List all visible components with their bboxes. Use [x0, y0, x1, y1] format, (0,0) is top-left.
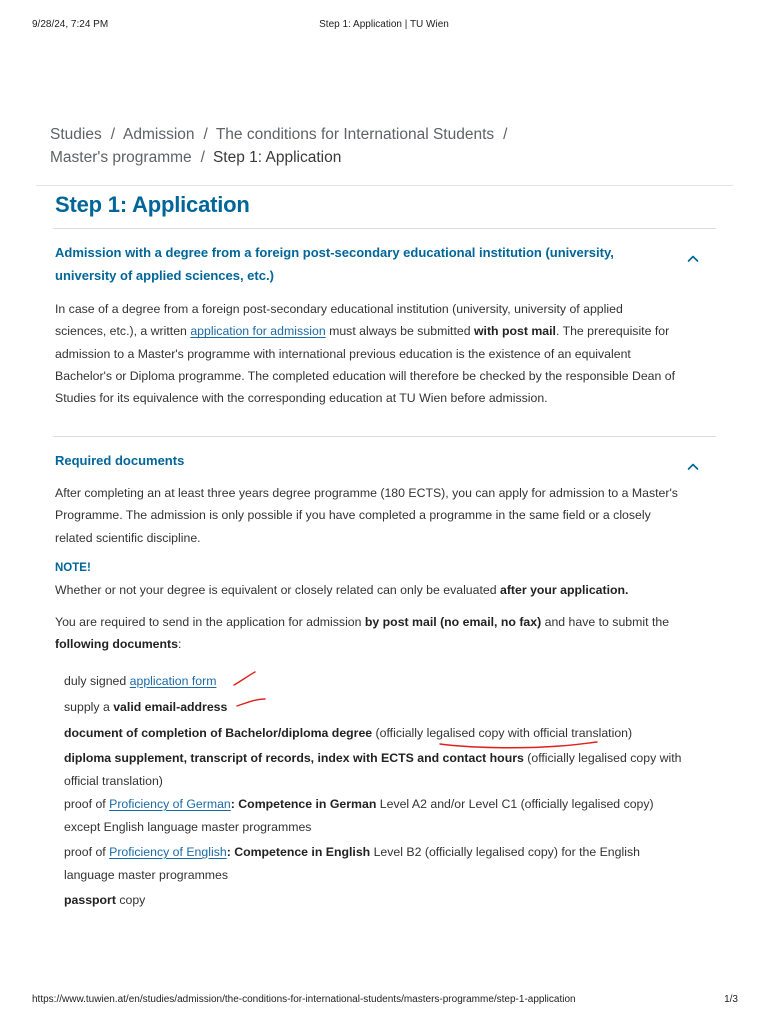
text-line: After completing an at least three years degree programme (180 ECTS), you can apply for admission to a Master's [55, 486, 678, 500]
section-heading-foreign-degree[interactable] [55, 241, 665, 287]
list-item [64, 670, 712, 696]
proficiency-english-link[interactable]: Proficiency of English [109, 845, 227, 859]
bold-text: document of completion of Bachelor/diploma degree [64, 726, 373, 740]
bold-text: passport [64, 893, 116, 907]
text: duly signed [64, 674, 130, 688]
print-header [0, 19, 768, 35]
breadcrumb-masters-programme[interactable]: Master's programme [50, 148, 192, 166]
text: proof of [64, 845, 110, 859]
bold-text: after your application. [500, 582, 629, 597]
section-paragraph [55, 611, 716, 656]
page-title: Step 1: Application [55, 192, 250, 217]
text-line: Bachelor's or Diploma programme. The completed education will therefore be checked by the responsible Dean of [55, 368, 676, 383]
bold-text: : [226, 845, 235, 859]
text: (officially legalised copy with [523, 751, 682, 765]
print-url: https://www.tuwien.at/en/studies/admission/the-conditions-for-international-students/masters-programme/step-1-application [32, 994, 576, 1005]
print-title: Step 1: Application | TU Wien [319, 19, 449, 30]
text-line: sciences, etc.), a written [55, 324, 191, 339]
breadcrumb-international-conditions[interactable]: The conditions for International Students [215, 126, 495, 143]
list-item [64, 747, 712, 793]
text-line: In case of a degree from a foreign post-secondary educational institution (university, university of applied [55, 302, 623, 316]
section-paragraph [55, 298, 716, 409]
print-page-number: 1/3 [724, 994, 738, 1005]
bold-text: Competence in German [238, 797, 377, 811]
section-heading-line: Admission with a degree from a foreign post-secondary educational institution (university, [55, 245, 614, 260]
breadcrumb-current: Step 1: Application [212, 148, 342, 166]
section-heading-line: university of applied sciences, etc.) [55, 268, 274, 283]
bold-text: diploma supplement, transcript of records, index with ECTS and contact hours [64, 751, 524, 765]
breadcrumb-admission[interactable]: Admission [123, 126, 195, 143]
breadcrumb-separator: / [503, 126, 508, 143]
text-line: Programme. The admission is only possible if you have completed a programme in the same field or a closely [55, 508, 651, 523]
print-datetime: 9/28/24, 7:24 PM [32, 19, 109, 30]
proficiency-german-link[interactable]: Proficiency of German [109, 797, 231, 811]
divider [53, 228, 716, 229]
text-line: related scientific discipline. [55, 530, 201, 545]
bold-text: Competence in English [234, 845, 371, 859]
text-line: . The prerequisite for [555, 324, 670, 339]
application-for-admission-link[interactable]: application for admission [190, 324, 326, 339]
list-item [64, 793, 712, 841]
bold-text: valid email-address [113, 700, 228, 714]
list-item [64, 889, 712, 912]
text: supply a [64, 700, 114, 714]
section-required-documents [55, 449, 716, 656]
breadcrumb-separator: / [110, 126, 116, 143]
breadcrumb [50, 124, 710, 169]
breadcrumb-separator: / [200, 148, 205, 166]
note-text [55, 579, 716, 601]
chevron-up-icon[interactable] [687, 461, 699, 473]
bold-text: by post mail (no email, no fax) [364, 615, 542, 630]
bold-text: with post mail [473, 324, 556, 339]
section-paragraph [55, 482, 716, 549]
breadcrumb-separator: / [203, 126, 208, 143]
text-line: You are required to send in the application for admission [55, 615, 365, 630]
text-line: : [177, 637, 182, 652]
bold-text: : [230, 797, 239, 811]
text-line: Whether or not your degree is equivalent or closely related can only be evaluated [55, 582, 500, 597]
print-footer [0, 994, 768, 1010]
section-heading-required-documents[interactable]: Required documents [55, 453, 185, 468]
text-line: and have to submit the [541, 615, 670, 630]
text: Level B2 (officially legalised copy) for the English [370, 845, 640, 859]
text: language master programmes [64, 867, 229, 882]
text: copy [115, 893, 146, 907]
breadcrumb-studies[interactable]: Studies [50, 126, 102, 143]
text-line: Studies for its equivalence with the corresponding education at TU Wien before admission. [55, 391, 548, 406]
required-documents-list [64, 670, 712, 912]
text: except English language master programmes [64, 819, 312, 834]
text: proof of [64, 797, 110, 811]
bold-text: following documents [55, 637, 178, 652]
section-foreign-degree [55, 241, 716, 409]
divider [53, 436, 716, 437]
list-item [64, 841, 712, 889]
text: Level A2 and/or Level C1 (officially legalised copy) [376, 797, 654, 811]
list-item [64, 722, 712, 747]
application-form-link[interactable]: application form [129, 674, 217, 688]
text: official translation) [64, 773, 163, 788]
text-line: admission to a Master's programme with international previous education is the existence of an equivalent [55, 346, 631, 361]
text: (officially legalised copy with official translation) [372, 726, 633, 740]
note-label: NOTE! [55, 561, 91, 574]
chevron-up-icon[interactable] [687, 253, 699, 265]
list-item [64, 696, 712, 722]
divider [36, 185, 733, 186]
text-line: must always be submitted [325, 324, 474, 339]
